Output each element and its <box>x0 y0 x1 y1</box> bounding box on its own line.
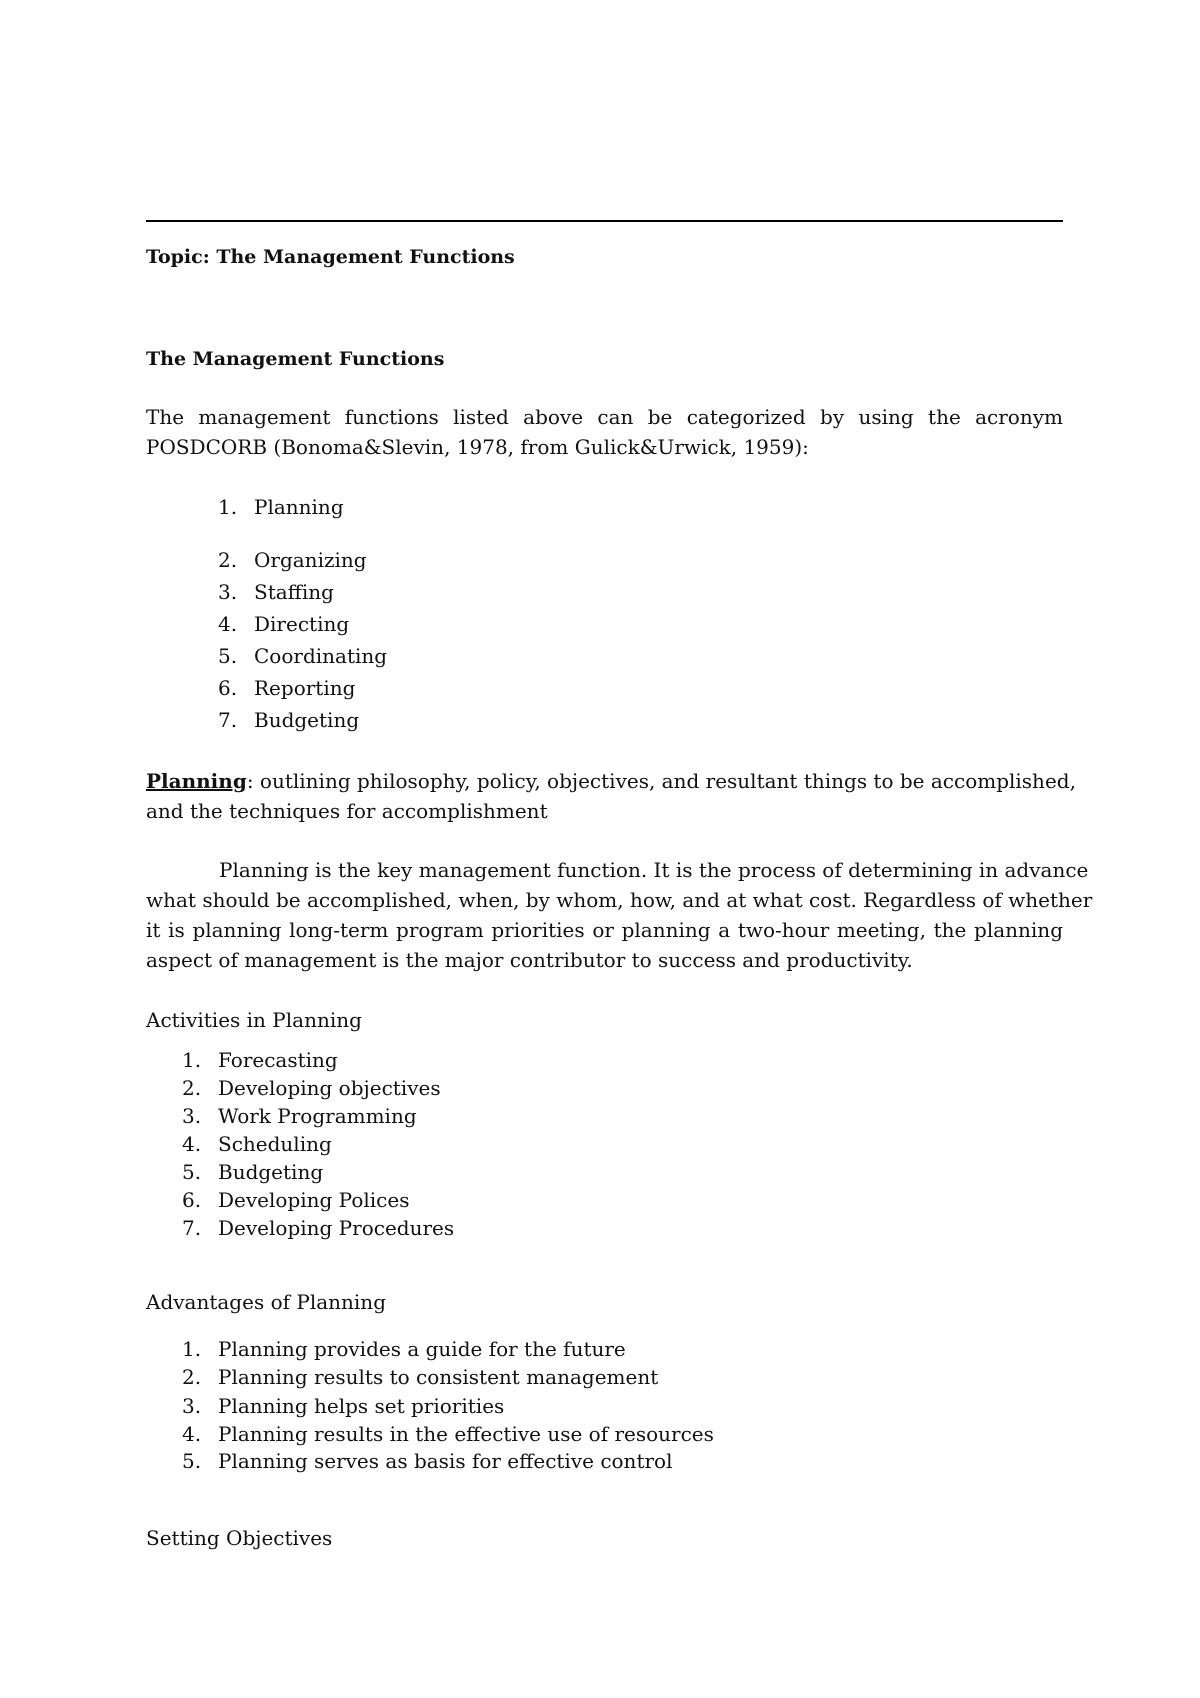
list-item <box>218 705 359 735</box>
intro-line-1: The management functions listed above can be categorized by using the acronym <box>146 405 1063 429</box>
list-number: 5. <box>182 1449 202 1473</box>
list-number: 1. <box>182 1048 202 1072</box>
list-label: Planning results to consistent management <box>218 1365 659 1389</box>
list-label: Work Programming <box>218 1104 417 1128</box>
planning-para-line-1: Planning is the key management function. It is the process of determining in advance <box>219 858 1089 882</box>
list-item <box>182 1045 338 1075</box>
list-item <box>182 1213 454 1243</box>
list-label: Directing <box>254 612 350 636</box>
list-label: Reporting <box>254 676 356 700</box>
list-label: Budgeting <box>254 708 360 732</box>
planning-para-line-3: it is planning long-term program priorities or planning a two-hour meeting, the planning <box>146 918 1063 942</box>
list-label: Planning provides a guide for the future <box>218 1337 626 1361</box>
list-label: Planning helps set priorities <box>218 1394 505 1418</box>
list-label: Planning <box>254 495 344 519</box>
list-number: 4. <box>182 1132 202 1156</box>
list-item <box>218 577 334 607</box>
list-number: 2. <box>182 1365 202 1389</box>
intro-line-2: POSDCORB (Bonoma&Slevin, 1978, from Gulick&Urwick, 1959): <box>146 435 809 459</box>
list-label: Developing Polices <box>218 1188 410 1212</box>
section-heading: The Management Functions <box>146 348 445 370</box>
setting-objectives-heading: Setting Objectives <box>146 1526 333 1550</box>
list-label: Planning serves as basis for effective control <box>218 1449 673 1473</box>
list-item <box>182 1157 323 1187</box>
list-label: Developing Procedures <box>218 1216 455 1240</box>
planning-para-line-4: aspect of management is the major contributor to success and productivity. <box>146 948 913 972</box>
list-item <box>182 1129 332 1159</box>
list-item <box>218 641 387 671</box>
topic-heading: Topic: The Management Functions <box>146 246 515 268</box>
list-number: 3. <box>182 1104 202 1128</box>
planning-definition-line-1 <box>146 766 1076 796</box>
planning-definition <box>146 766 1076 826</box>
list-number: 1. <box>218 495 238 519</box>
list-item <box>182 1391 504 1421</box>
planning-colon: : <box>246 769 254 793</box>
list-item <box>182 1419 714 1449</box>
list-label: Organizing <box>254 548 367 572</box>
list-number: 3. <box>218 580 238 604</box>
planning-paragraph <box>146 855 1093 975</box>
list-label: Scheduling <box>218 1132 332 1156</box>
header-rule <box>146 220 1063 222</box>
list-number: 5. <box>218 644 238 668</box>
intro-paragraph <box>146 402 1063 462</box>
list-number: 4. <box>182 1422 202 1446</box>
list-label: Coordinating <box>254 644 388 668</box>
list-number: 7. <box>218 708 238 732</box>
list-item <box>182 1446 672 1476</box>
list-item <box>182 1362 658 1392</box>
planning-para-line-2: what should be accomplished, when, by whom, how, and at what cost. Regardless of whether <box>146 888 1093 912</box>
list-label: Forecasting <box>218 1048 338 1072</box>
list-item <box>182 1334 626 1364</box>
list-number: 1. <box>182 1337 202 1361</box>
list-number: 2. <box>218 548 238 572</box>
list-item <box>182 1073 441 1103</box>
list-label: Planning results in the effective use of resources <box>218 1422 714 1446</box>
list-number: 6. <box>218 676 238 700</box>
planning-term: Planning <box>146 769 247 793</box>
planning-definition-text: outlining philosophy, policy, objectives, and resultant things to be accomplished, <box>253 769 1076 793</box>
list-number: 5. <box>182 1160 202 1184</box>
list-number: 3. <box>182 1394 202 1418</box>
list-number: 4. <box>218 612 238 636</box>
planning-definition-line-2: and the techniques for accomplishment <box>146 799 548 823</box>
list-number: 7. <box>182 1216 202 1240</box>
list-item <box>182 1101 417 1131</box>
list-item <box>182 1185 409 1215</box>
list-item <box>218 545 367 575</box>
list-number: 2. <box>182 1076 202 1100</box>
list-label: Budgeting <box>218 1160 324 1184</box>
list-label: Developing objectives <box>218 1076 441 1100</box>
advantages-heading: Advantages of Planning <box>146 1290 386 1314</box>
list-label: Staffing <box>254 580 334 604</box>
list-number: 6. <box>182 1188 202 1212</box>
list-item <box>218 492 344 522</box>
list-item <box>218 609 349 639</box>
list-item <box>218 673 355 703</box>
activities-heading: Activities in Planning <box>146 1008 362 1032</box>
